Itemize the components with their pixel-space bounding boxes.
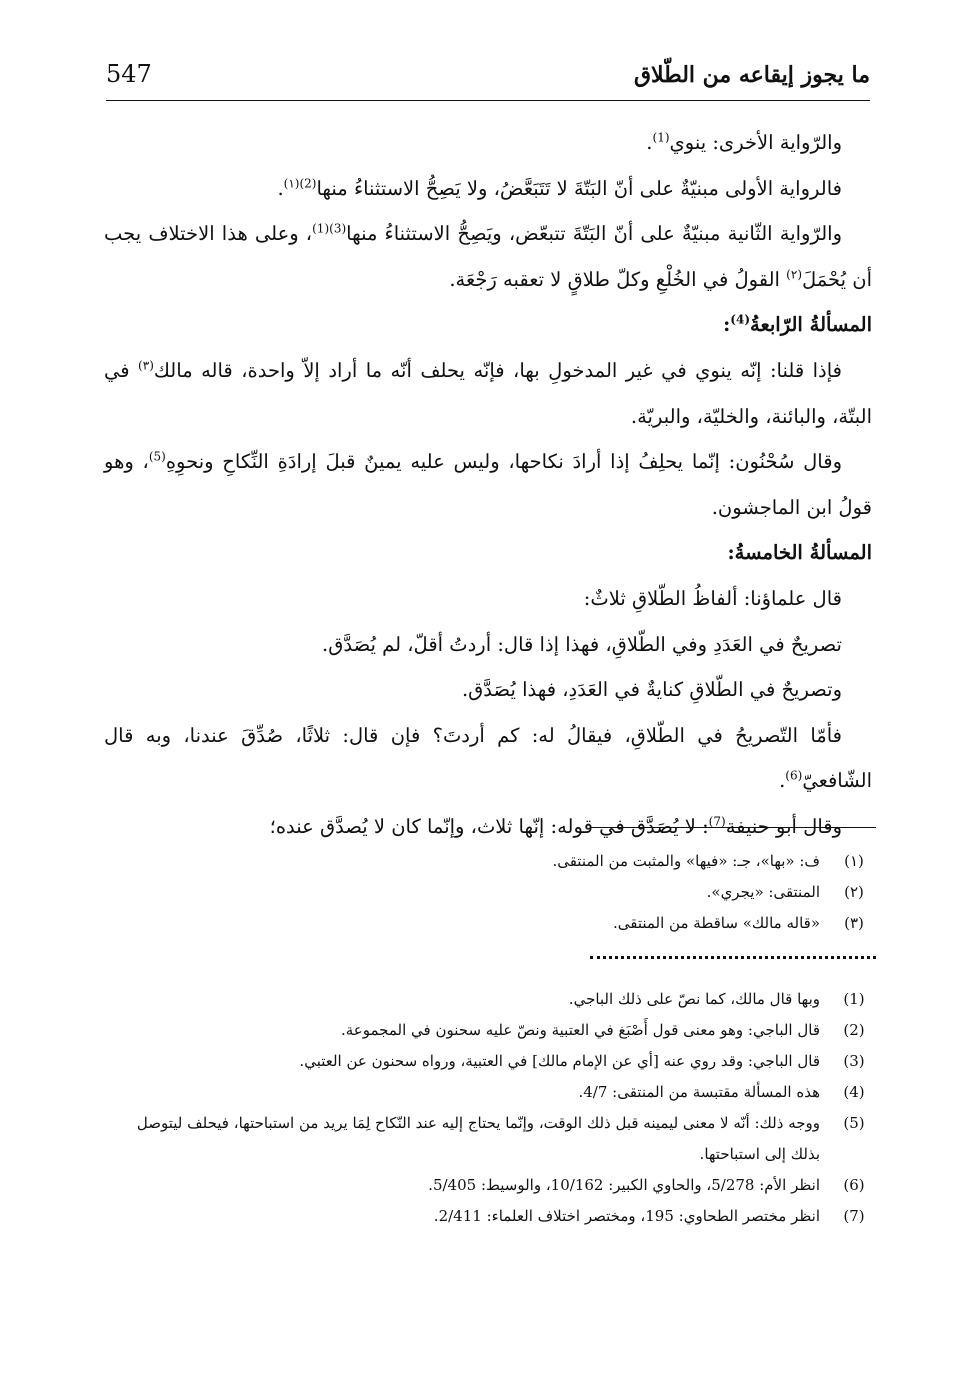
footnote-text: قال الباجي: وقد روي عنه [أي عن الإمام مالك] في العتبية، ورواه سحنون عن العتبي. (299, 1052, 820, 1070)
footnote-ref: (3)(1) (312, 221, 347, 236)
footnote-number: (٢) (844, 883, 864, 901)
footnote-number: (١) (844, 852, 864, 870)
footnote-ref: (2)(١) (283, 176, 317, 191)
running-title: ما يجوز إيقاعه من الطّلاق (633, 62, 870, 88)
dotted-separator (590, 956, 876, 959)
paragraph: وقال سُحْنُون: إنّما يحلِفُ إذا أرادَ نكاحها، وليس عليه يمينٌ قبلَ إرادَةِ النِّكاحِ ونحوِهِ$^{(5)}$، وهو قولُ ابن الماجشون. (104, 449, 872, 519)
footnote-text: انظر مختصر الطحاوي: 195، ومختصر اختلاف العلماء: 2/411. (433, 1207, 820, 1225)
footnote-text: ووجه ذلك: أنّه لا معنى ليمينه قبل ذلك الوقت، وإنّما يحتاج إليه عند النّكاح لِمَا يريد من استباحتها، فيحلف ليتوصل بذلك إلى استباحتها. (136, 1114, 820, 1163)
main-text (104, 120, 872, 850)
paragraph: فإذا قلنا: إنّه ينوي في غير المدخولِ بها، فإنّه يحلف أنّه ما أراد إلاّ واحدة، قاله مالك$^{(٣)}$ في البتّة، والبائنة، والخليّة، والبريّة. (104, 358, 872, 428)
footnote-number: (5) (843, 1114, 865, 1132)
paragraph: قال علماؤنا: ألفاظُ الطّلاقِ ثلاثٌ: (583, 586, 842, 610)
footnote-text: ف: «بها»، جـ: «فيها» والمثبت من المنتقى. (552, 852, 820, 870)
footnote (104, 1015, 872, 1046)
footnote-ref: (6) (785, 768, 803, 783)
footnote (104, 1201, 872, 1232)
paragraph: تصريحٌ في العَدَدِ وفي الطّلاقِ، فهذا إذا قال: أردتُ أقلّ، لم يُصَدَّق. (322, 632, 842, 656)
footnote-text: انظر الأم: 5/278، والحاوي الكبير: 10/162، والوسيط: 5/405. (428, 1176, 820, 1194)
footnote-ref: (7) (708, 814, 726, 829)
footnote-ref: (٣) (138, 358, 154, 373)
footnote-text: هذه المسألة مقتبسة من المنتقى: 4/7. (578, 1083, 820, 1101)
footnote-number: (6) (843, 1176, 865, 1194)
paragraph: وتصريحٌ في الطّلاقِ كنايةٌ في العَدَدِ، فهذا يُصَدَّق. (461, 678, 842, 702)
footnote-number: (٣) (844, 914, 864, 932)
footnote-ref: (5) (148, 449, 166, 464)
section-heading: المسألةُ الرّابعةُ$^{(4)}$: (723, 312, 872, 337)
footnote (104, 1046, 872, 1077)
footnote (104, 1077, 872, 1108)
footnote-ref: (٢) (786, 267, 802, 282)
header-rule (106, 100, 870, 101)
footnote (104, 1108, 872, 1170)
footnote (104, 877, 872, 908)
paragraph: والرّواية الأخرى: ينوي$^{(1)}$. (646, 130, 842, 154)
footnote-number: (2) (843, 1021, 865, 1039)
footnote-number: (4) (843, 1083, 865, 1101)
footnote-number: (3) (843, 1052, 865, 1070)
footnotes-commentary (104, 984, 872, 1232)
paragraph: فأمّا التّصريحُ في الطّلاقِ، فيقالُ له: كم أردتَ؟ فإن قال: ثلاثًا، صُدِّقَ عندنا، وبه قال الشّافعيّ$^{(6)}$. (104, 723, 872, 793)
footnote-text: قال الباجي: وهو معنى قول أَصْبَغ في العتبية ونصّ عليه سحنون في المجموعة. (341, 1021, 820, 1039)
footnote-rule (590, 827, 876, 828)
footnotes-editor (104, 846, 872, 939)
paragraph: والرّواية الثّانية مبنيّةٌ على أنّ البَتّةَ تتبعّض، ويَصِحُّ الاستثناءُ منها$^{(3)(1)}$، وعلى هذا الاختلاف يجب أن يُحْمَلَ$^{(٢)}$ القولُ في الخُلْعِ وكلّ طلاقٍ لا تعقبه رَجْعَة. (104, 221, 872, 291)
footnote (104, 1170, 872, 1201)
footnote-text: «قاله مالك» ساقطة من المنتقى. (612, 914, 820, 932)
footnote-ref: (4) (730, 312, 751, 327)
footnote-text: وبها قال مالك، كما نصّ على ذلك الباجي. (568, 990, 820, 1008)
page-number: 547 (106, 60, 152, 88)
section-heading: المسألةُ الخامسةُ: (727, 541, 872, 565)
footnote-number: (7) (843, 1207, 865, 1225)
paragraph: وقال أبو حنيفة$^{(7)}$: لا يُصَدَّق في قوله: إنّها ثلاث، وإنّما كان لا يُصدَّق عنده؛ (269, 814, 842, 838)
paragraph: فالرواية الأولى مبنيّةٌ على أنّ البَتّةَ لا تَتَبَعَّضُ، ولا يَصِحُّ الاستثناءُ منها$^{(2)(١)}$. (277, 176, 842, 200)
page-header (106, 60, 870, 100)
footnote-text: المنتقى: «يجري». (706, 883, 820, 901)
footnote-ref: (1) (652, 130, 670, 145)
footnote-number: (1) (843, 990, 865, 1008)
footnote (104, 908, 872, 939)
footnote (104, 846, 872, 877)
footnote (104, 984, 872, 1015)
